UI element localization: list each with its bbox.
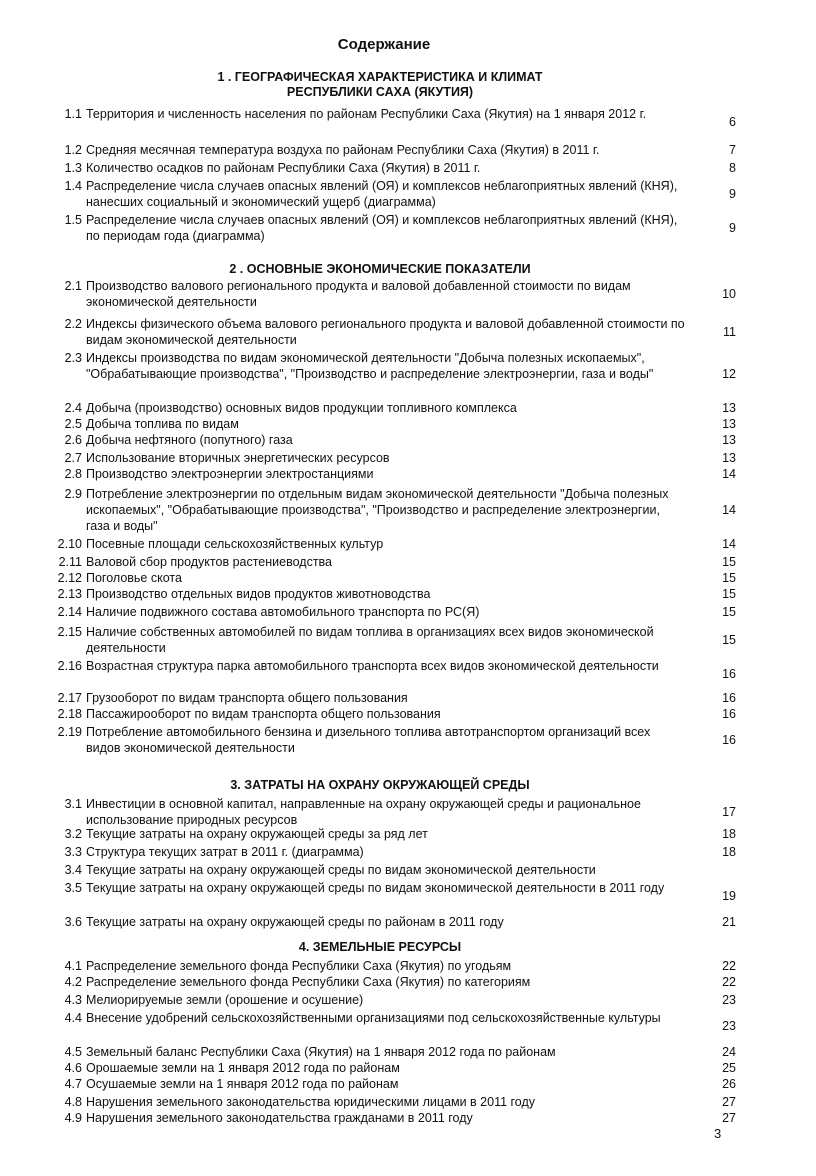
- toc-entry-page: 23: [722, 1019, 736, 1033]
- toc-entry[interactable]: [46, 586, 746, 602]
- toc-entry[interactable]: [46, 554, 746, 570]
- toc-entry-page: 9: [729, 187, 736, 201]
- toc-entry-number: 2.16: [57, 659, 82, 673]
- toc-entry-title: Добыча (производство) основных видов продукции топливного комплекса: [86, 401, 517, 415]
- toc-entry[interactable]: [46, 624, 746, 656]
- toc-entry-title: Нарушения земельного законодательства гражданами в 2011 году: [86, 1111, 473, 1125]
- page-number: 3: [714, 1126, 722, 1141]
- toc-entry[interactable]: [46, 706, 746, 722]
- toc-entry-title: Использование вторичных энергетических ресурсов: [86, 451, 390, 465]
- toc-entry-title: Валовой сбор продуктов растениеводства: [86, 555, 332, 569]
- toc-entry-title: Распределение земельного фонда Республики Саха (Якутия) по категориям: [86, 975, 531, 989]
- section-heading: 2 . ОСНОВНЫЕ ЭКОНОМИЧЕСКИЕ ПОКАЗАТЕЛИ: [229, 262, 531, 276]
- toc-entry-number: 4.2: [64, 975, 82, 989]
- toc-entry[interactable]: [46, 432, 746, 448]
- toc-entry[interactable]: [46, 724, 746, 756]
- toc-entry-title: Текущие затраты на охрану окружающей среды по районам в 2011 году: [86, 915, 504, 929]
- toc-entry-title: Распределение числа случаев опасных явлений (ОЯ) и комплексов неблагоприятных явлений (КНЯ), нанесших социальный и экономический ущерб (диаграмма): [86, 179, 678, 209]
- toc-entry-title: Инвестиции в основной капитал, направленные на охрану окружающей среды и рациональное использование природных ресурсов: [86, 797, 641, 827]
- toc-entry[interactable]: [46, 466, 746, 482]
- toc-entry-number: 2.17: [57, 691, 82, 705]
- toc-entry-page: 7: [729, 143, 736, 157]
- toc-entry-page: 22: [722, 959, 736, 973]
- toc-entry-title: Индексы физического объема валового регионального продукта и валовой добавленной стоимости по видам экономической деятельности: [86, 317, 685, 347]
- toc-entry-title: Грузооборот по видам транспорта общего пользования: [86, 691, 408, 705]
- toc-entry[interactable]: [46, 1110, 746, 1126]
- toc-entry-title: Текущие затраты на охрану окружающей среды по видам экономической деятельности в 2011 году: [86, 881, 665, 895]
- toc-entry-title: Индексы производства по видам экономической деятельности "Добыча полезных ископаемых", "Обрабатывающие производства", "Производство и распределение электроэнергии, газа и воды": [86, 351, 654, 381]
- toc-entry[interactable]: [46, 278, 746, 310]
- toc-entry[interactable]: [46, 992, 746, 1008]
- toc-entry-title: Распределение числа случаев опасных явлений (ОЯ) и комплексов неблагоприятных явлений (КНЯ), по периодам года (диаграмма): [86, 213, 678, 243]
- toc-entry-number: 3.6: [64, 915, 82, 929]
- toc-entry-page: 8: [729, 161, 736, 175]
- toc-entry-number: 1.1: [64, 107, 82, 121]
- toc-entry-page: 15: [722, 587, 736, 601]
- toc-entry[interactable]: [46, 880, 746, 912]
- toc-entry[interactable]: [46, 844, 746, 860]
- toc-entry-page: 26: [722, 1077, 736, 1091]
- toc-entry-title: Территория и численность населения по районам Республики Саха (Якутия) на 1 января 2012 г.: [86, 107, 647, 121]
- section-heading: 4. ЗЕМЕЛЬНЫЕ РЕСУРСЫ: [298, 940, 462, 954]
- toc-entry-page: 14: [722, 537, 736, 551]
- toc-entry-title: Производство электроэнергии электростанциями: [86, 467, 374, 481]
- toc-entry-page: 13: [722, 417, 736, 431]
- toc-entry[interactable]: [46, 1076, 746, 1092]
- toc-entry-title: Производство валового регионального продукта и валовой добавленной стоимости по видам экономической деятельности: [86, 279, 631, 309]
- toc-entry[interactable]: [46, 604, 746, 620]
- section-heading: 3. ЗАТРАТЫ НА ОХРАНУ ОКРУЖАЮЩЕЙ СРЕДЫ: [230, 778, 530, 792]
- toc-entry-title: Текущие затраты на охрану окружающей среды по видам экономической деятельности: [86, 863, 596, 877]
- toc-entry-page: 14: [722, 503, 736, 517]
- toc-entry-number: 2.2: [64, 317, 82, 331]
- toc-entry-title: Наличие собственных автомобилей по видам топлива в организациях всех видов экономической деятельности: [86, 625, 654, 655]
- toc-entry-page: 19: [722, 889, 736, 903]
- toc-entry-number: 4.7: [64, 1077, 82, 1091]
- toc-entry-title: Добыча топлива по видам: [86, 417, 239, 431]
- toc-entry-page: 27: [722, 1111, 736, 1125]
- toc-entry-number: 2.1: [64, 279, 82, 293]
- toc-entry[interactable]: [46, 212, 746, 244]
- toc-entry[interactable]: [46, 958, 746, 974]
- toc-entry-number: 2.11: [58, 555, 82, 569]
- toc-entry[interactable]: [46, 974, 746, 990]
- toc-entry-title: Текущие затраты на охрану окружающей среды за ряд лет: [86, 827, 428, 841]
- toc-entry-number: 1.3: [64, 161, 82, 175]
- toc-entry[interactable]: [46, 1094, 746, 1110]
- toc-entry-number: 2.4: [64, 401, 82, 415]
- toc-entry-number: 4.9: [64, 1111, 82, 1125]
- toc-entry-title: Наличие подвижного состава автомобильного транспорта по РС(Я): [86, 605, 480, 619]
- toc-entry-title: Потребление электроэнергии по отдельным видам экономической деятельности "Добыча полезных ископаемых", "Обрабатывающие производства", "Производство и распределение электроэнергии, газа и воды": [86, 487, 669, 533]
- toc-entry-number: 2.15: [57, 625, 82, 639]
- toc-entry[interactable]: [46, 796, 746, 828]
- toc-entry[interactable]: [46, 106, 746, 138]
- toc-entry-title: Осушаемые земли на 1 января 2012 года по районам: [86, 1077, 399, 1091]
- toc-entry-page: 14: [722, 467, 736, 481]
- toc-entry-page: 15: [722, 571, 736, 585]
- toc-entry-number: 2.10: [57, 537, 82, 551]
- toc-entry[interactable]: [46, 178, 746, 210]
- toc-entry-number: 4.4: [64, 1011, 82, 1025]
- toc-entry-title: Возрастная структура парка автомобильного транспорта всех видов экономической деятельности: [86, 659, 659, 673]
- toc-entry-number: 2.18: [57, 707, 82, 721]
- toc-entry-page: 18: [722, 827, 736, 841]
- toc-entry-page: 13: [722, 433, 736, 447]
- toc-entry-number: 4.5: [64, 1045, 82, 1059]
- toc-entry-title: Поголовье скота: [86, 571, 182, 585]
- toc-entry-page: 16: [722, 733, 736, 747]
- toc-entry-number: 1.5: [64, 213, 82, 227]
- toc-entry-page: 16: [722, 691, 736, 705]
- toc-entry[interactable]: [46, 400, 746, 416]
- toc-entry-page: 17: [722, 805, 736, 819]
- toc-entry-page: 15: [722, 633, 736, 647]
- toc-entry-page: 18: [722, 845, 736, 859]
- toc-entry-title: Производство отдельных видов продуктов животноводства: [86, 587, 431, 601]
- toc-entry[interactable]: [46, 862, 746, 878]
- toc-entry-page: 13: [722, 401, 736, 415]
- toc-entry-page: 13: [722, 451, 736, 465]
- toc-entry-title: Потребление автомобильного бензина и дизельного топлива автотранспортом организаций всех видов экономической деятельности: [86, 725, 651, 755]
- toc-entry-number: 3.3: [64, 845, 82, 859]
- toc-entry-number: 2.19: [57, 725, 82, 739]
- toc-entry-number: 2.7: [64, 451, 82, 465]
- toc-entry-page: 23: [722, 993, 736, 1007]
- toc-entry[interactable]: [46, 914, 746, 930]
- toc-entry[interactable]: [46, 570, 746, 586]
- toc-entry-number: 3.2: [64, 827, 82, 841]
- toc-entry[interactable]: [46, 658, 746, 690]
- toc-entry-page: 22: [722, 975, 736, 989]
- toc-entry[interactable]: [46, 142, 746, 158]
- toc-entry[interactable]: [46, 416, 746, 432]
- toc-entry-page: 16: [722, 707, 736, 721]
- toc-entry[interactable]: [46, 1060, 746, 1076]
- toc-entry-title: Средняя месячная температура воздуха по районам Республики Саха (Якутия) в 2011 г.: [86, 143, 600, 157]
- toc-entry-number: 4.8: [64, 1095, 82, 1109]
- toc-entry[interactable]: [46, 316, 746, 348]
- toc-entry-page: 16: [722, 667, 736, 681]
- toc-entry-title: Нарушения земельного законодательства юридическими лицами в 2011 году: [86, 1095, 536, 1109]
- toc-entry-number: 4.1: [64, 959, 82, 973]
- toc-entry[interactable]: [46, 690, 746, 706]
- toc-entry-page: 25: [722, 1061, 736, 1075]
- toc-entry-page: 15: [722, 605, 736, 619]
- toc-entry-page: 24: [722, 1045, 736, 1059]
- toc-entry-number: 4.3: [64, 993, 82, 1007]
- toc-entry[interactable]: [46, 826, 746, 842]
- toc-entry-number: 3.5: [64, 881, 82, 895]
- toc-entry[interactable]: [46, 1010, 746, 1042]
- toc-entry-title: Распределение земельного фонда Республики Саха (Якутия) по угодьям: [86, 959, 512, 973]
- toc-entry[interactable]: [46, 1044, 746, 1060]
- toc-entry-title: Орошаемые земли на 1 января 2012 года по районам: [86, 1061, 400, 1075]
- toc-entry-page: 9: [729, 221, 736, 235]
- toc-entry-number: 2.12: [57, 571, 82, 585]
- toc-entry-title: Мелиорируемые земли (орошение и осушение): [86, 993, 364, 1007]
- toc-entry-number: 2.3: [64, 351, 82, 365]
- toc-entry-title: Посевные площади сельскохозяйственных культур: [86, 537, 384, 551]
- toc-entry-number: 1.2: [64, 143, 82, 157]
- toc-entry-page: 21: [722, 915, 736, 929]
- toc-entry-title: Количество осадков по районам Республики Саха (Якутия) в 2011 г.: [86, 161, 481, 175]
- toc-entry-title: Внесение удобрений сельскохозяйственными организациями под сельскохозяйственные культуры: [86, 1011, 661, 1025]
- toc-entry[interactable]: [46, 486, 746, 534]
- section-heading: 1 . ГЕОГРАФИЧЕСКАЯ ХАРАКТЕРИСТИКА И КЛИМАТ РЕСПУБЛИКИ САХА (ЯКУТИЯ): [217, 70, 543, 99]
- toc-entry-number: 2.13: [57, 587, 82, 601]
- toc-entry-page: 6: [729, 115, 736, 129]
- toc-entry-number: 2.8: [64, 467, 82, 481]
- toc-entry-number: 1.4: [64, 179, 82, 193]
- toc-entry-number: 2.6: [64, 433, 82, 447]
- toc-entry-page: 27: [722, 1095, 736, 1109]
- toc-entry-title: Земельный баланс Республики Саха (Якутия) на 1 января 2012 года по районам: [86, 1045, 556, 1059]
- toc-entry-number: 2.14: [57, 605, 82, 619]
- toc-entry-page: 10: [722, 287, 736, 301]
- toc-entry[interactable]: [46, 350, 746, 398]
- toc-entry-page: 15: [722, 555, 736, 569]
- toc-entry-number: 2.9: [64, 487, 82, 501]
- toc-entry-number: 2.5: [64, 417, 82, 431]
- toc-entry-page: 12: [722, 367, 736, 381]
- toc-entry-page: 11: [723, 325, 736, 339]
- toc-entry-title: Пассажирооборот по видам транспорта общего пользования: [86, 707, 441, 721]
- toc-entry[interactable]: [46, 450, 746, 466]
- toc-entry-title: Добыча нефтяного (попутного) газа: [86, 433, 293, 447]
- toc-entry-number: 3.1: [64, 797, 82, 811]
- toc-entry[interactable]: [46, 536, 746, 552]
- toc-entry-number: 3.4: [64, 863, 82, 877]
- toc-entry[interactable]: [46, 160, 746, 176]
- toc-entry-title: Структура текущих затрат в 2011 г. (диаграмма): [86, 845, 364, 859]
- toc-entry-number: 4.6: [64, 1061, 82, 1075]
- page-title: Содержание: [337, 36, 431, 53]
